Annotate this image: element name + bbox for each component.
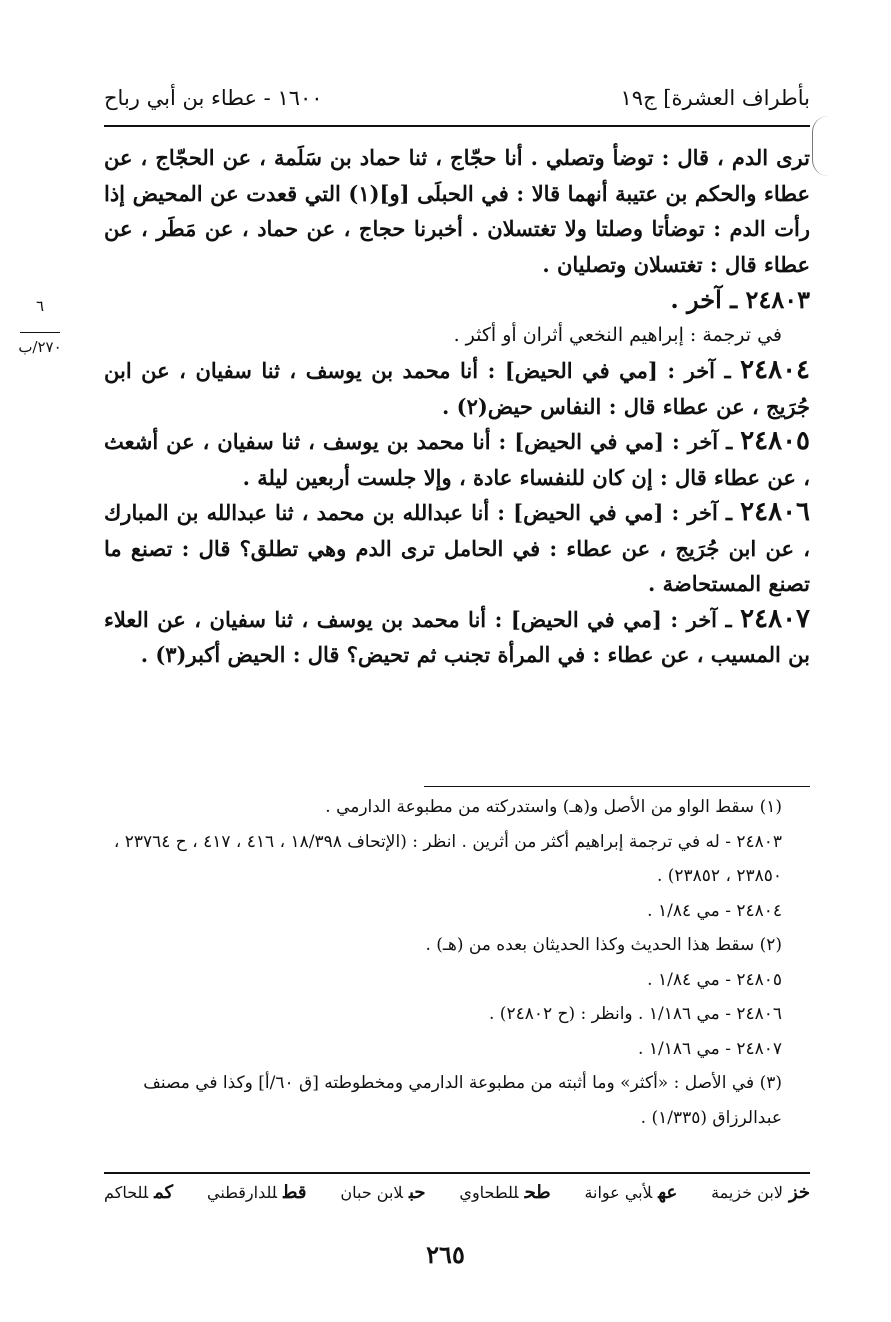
abbrev-item	[340, 1182, 425, 1203]
header-section-title: ١٦٠٠ - عطاء بن أبي رباح	[104, 86, 323, 110]
abbrev-name: لابن حبان	[340, 1183, 403, 1202]
abbrev-code: طح	[524, 1182, 551, 1203]
abbrev-name: للحاكم	[104, 1183, 149, 1202]
abbrev-code: خز	[788, 1182, 810, 1203]
footnote: (٢) سقط هذا الحديث وكذا الحديثان بعده من (هـ) .	[425, 935, 782, 955]
header-book-title: بأطراف العشرة] ج١٩	[620, 86, 810, 110]
running-header	[104, 78, 810, 118]
abbrev-name: لابن خزيمة	[711, 1183, 783, 1202]
entry-number: ٢٤٨٠٧	[740, 603, 810, 634]
entry-24806	[104, 495, 810, 602]
abbrev-code: قط	[283, 1182, 307, 1203]
abbreviations-key	[104, 1182, 810, 1203]
abbrev-name: للطحاوي	[459, 1183, 519, 1202]
footnote: ٢٤٨٠٤ - مي ١/٨٤ .	[647, 900, 782, 921]
manuscript-folio-note	[18, 296, 62, 357]
entry-24804	[104, 353, 810, 424]
continued-paragraph: ترى الدم ، قال : توضأ وتصلي . أنا حجّاج ، ثنا حماد بن سَلَمة ، عن الحجّاج ، عن عطاء والحكم بن عتيبة أنهما قالا : في الحبلَى [و](١) التي قعدت عن المحيض إذا رأت الدم : توضأتا وصلتا ولا تغتسلان . أخبرنا حجاج ، عن حماد ، عن مَطَر ، عن عطاء قال : تغتسلان وتصليان .	[104, 145, 810, 277]
margin-divider	[20, 332, 60, 333]
entry-text: ـ آخر : [مي في الحيض] : أنا عبدالله بن محمد ، ثنا عبدالله بن المبارك ، عن ابن جُرَيج ، عن عطاء : في الحامل ترى الدم وهي تطلق؟ قال : تصنع ما تصنع المستحاضة .	[104, 500, 810, 596]
header-rule	[104, 125, 810, 127]
entry-text: ـ آخر : [مي في الحيض] : أنا محمد بن يوسف ، ثنا سفيان ، عن ابن جُرَيج ، عن عطاء قال : النفاس حيض(٢) .	[104, 358, 810, 419]
main-text	[104, 140, 810, 673]
abbrev-item	[584, 1182, 677, 1203]
footnote: ٢٤٨٠٣ - له في ترجمة إبراهيم أكثر من أثرين . انظر : (الإتحاف ١٨/٣٩٨ ، ٤١٦ ، ٤١٧ ، ح ٢٣٧٦٤ ، ٢٣٨٥٠ ، ٢٣٨٥٢) .	[113, 831, 782, 886]
entry-number: ٢٤٨٠٦	[740, 497, 810, 527]
margin-bracket-mark	[812, 116, 829, 176]
page-number: ٢٦٥	[426, 1240, 465, 1269]
footnote: (١) سقط الواو من الأصل و(هـ) واستدركته من مطبوعة الدارمي .	[325, 797, 782, 817]
abbrev-code: عه	[658, 1182, 678, 1203]
footnotes	[104, 790, 810, 1135]
abbrev-item	[104, 1182, 173, 1203]
entry-text: ـ آخر : [مي في الحيض] : أنا محمد بن يوسف ، ثنا سفيان ، عن أشعث ، عن عطاء قال : إن كان للنفساء عادة ، وإلا جلست أربعين ليلة .	[104, 429, 810, 490]
entry-24803-heading: ٢٤٨٠٣ ـ آخر .	[670, 285, 810, 314]
abbrev-code: كم	[154, 1182, 174, 1203]
margin-folio-ref: ٢٧٠/ب	[18, 338, 62, 356]
footnote: ٢٤٨٠٧ - مي ١/١٨٦ .	[638, 1038, 782, 1059]
footnote: ٢٤٨٠٥ - مي ١/٨٤ .	[647, 969, 782, 990]
footnote: ٢٤٨٠٦ - مي ١/١٨٦ . وانظر : (ح ٢٤٨٠٢) .	[488, 1004, 782, 1024]
abbrev-name: للدارقطني	[206, 1183, 278, 1202]
abbrev-item	[207, 1182, 306, 1203]
entry-number: ٢٤٨٠٤	[740, 355, 810, 385]
entry-24807	[104, 602, 810, 673]
entry-24803-text: في ترجمة : إبراهيم النخعي أثران أو أكثر .	[453, 323, 782, 346]
footnote: (٣) في الأصل : «أكثر» وما أثبته من مطبوعة الدارمي ومخطوطته [ق ٦٠/أ] وكذا في مصنف عبدالرزاق (١/٣٣٥) .	[143, 1073, 782, 1128]
margin-line-number: ٦	[35, 297, 45, 315]
entry-number: ٢٤٨٠٥	[740, 426, 811, 456]
abbrev-item	[711, 1182, 810, 1203]
abbreviations-rule	[104, 1172, 810, 1174]
footnote-rule	[424, 786, 810, 787]
abbrev-name: لأبي عوانة	[584, 1183, 653, 1202]
entry-24805	[104, 424, 810, 495]
abbrev-code: حب	[408, 1182, 426, 1203]
entry-text: ـ آخر : [مي في الحيض] : أنا محمد بن يوسف ، ثنا سفيان ، عن العلاء بن المسيب ، عن عطاء : في المرأة تجنب ثم تحيض؟ قال : الحيض أكبر(٣) .	[104, 606, 810, 667]
abbrev-item	[459, 1182, 550, 1203]
